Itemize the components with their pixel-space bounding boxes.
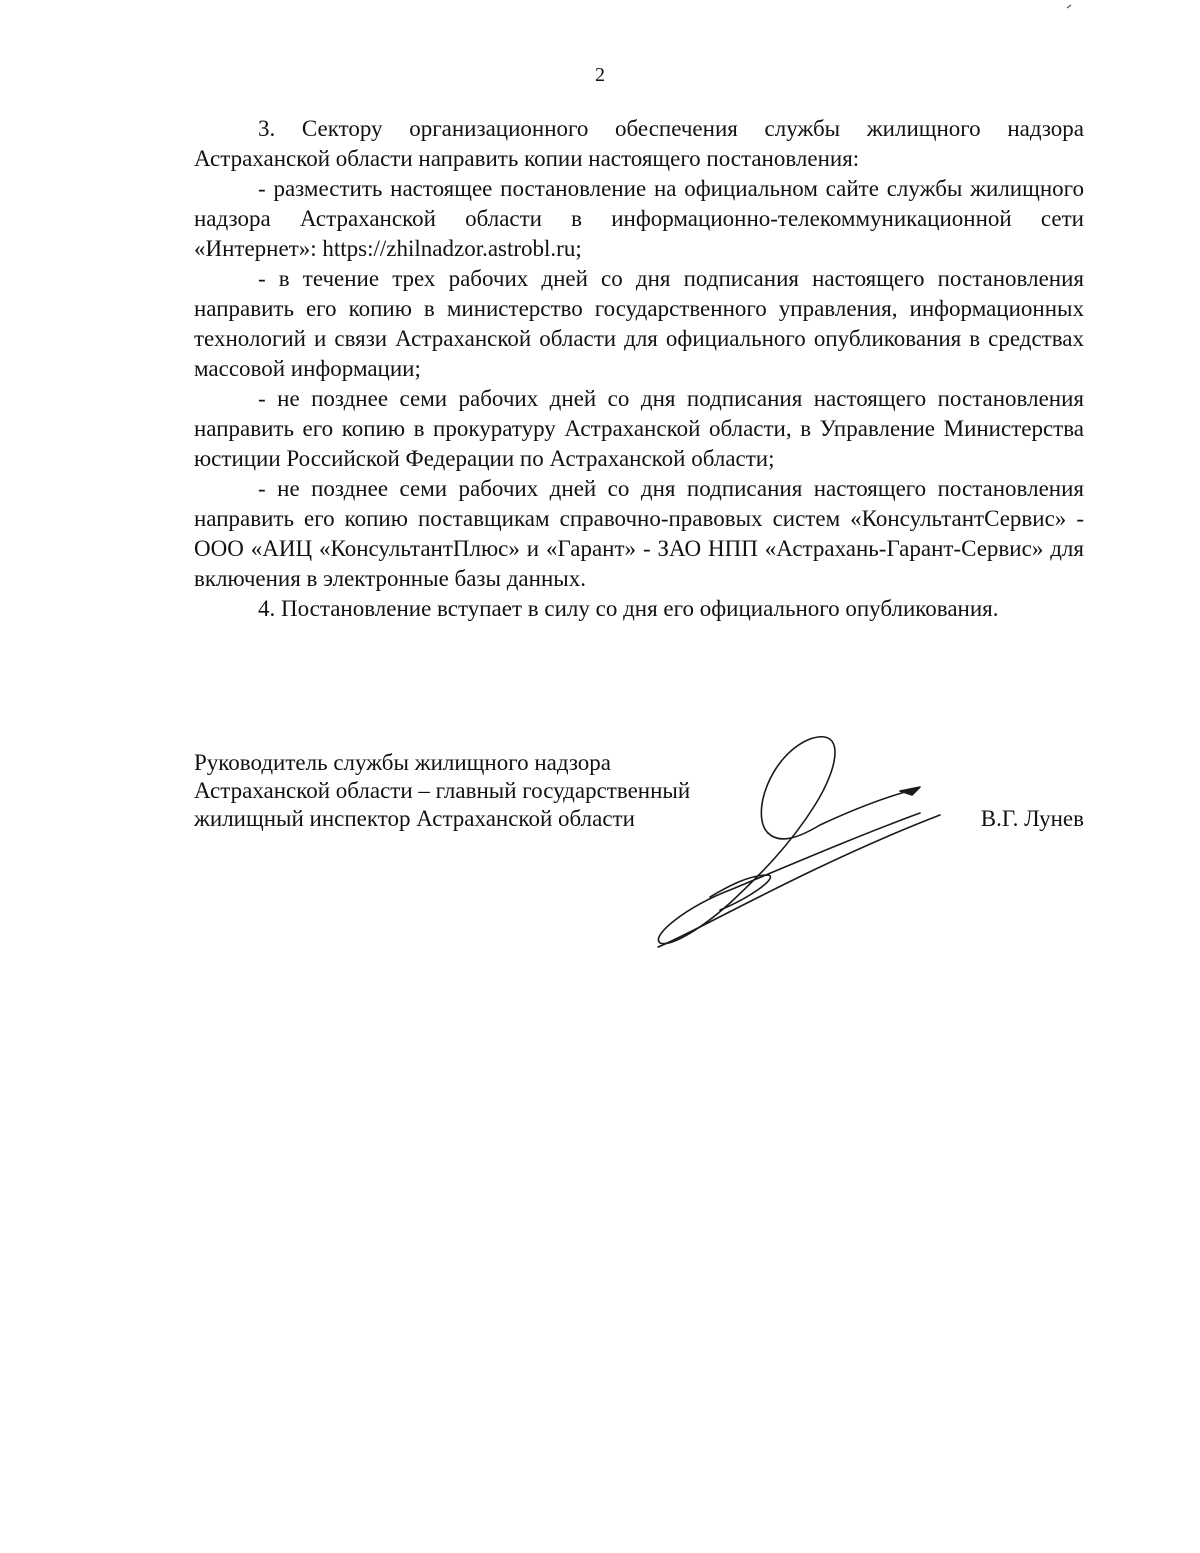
page-number: 2 [595,64,605,86]
paragraph-send-legal-systems: - не позднее семи рабочих дней со дня подписания настоящего постановления направить его копию поставщикам справочно-правовых систем «КонсультантСервис» - ООО «АИЦ «КонсультантПлюс» и «Гарант» - ЗАО НПП «Астрахань-Гарант-Сервис» для включения в электронные базы данных. [194,476,1084,591]
handwritten-signature [650,725,950,955]
signatory-title-line: Астраханской области – главный государственный [194,778,691,803]
paragraph-4: 4. Постановление вступает в силу со дня его официального опубликования. [258,596,999,621]
signatory-title [194,749,690,833]
scan-artifact-mark [1066,4,1072,9]
signatory-title-line: жилищный инспектор Астраханской области [194,806,635,831]
signatory-title-line: Руководитель службы жилищного надзора [194,750,611,775]
document-body [194,114,1084,624]
signatory-name: В.Г. Лунев [980,806,1084,831]
paragraph-publish-website: - разместить настоящее постановление на официальном сайте службы жилищного надзора Астраханской области в информационно-телекоммуникационной сети «Интернет»: https://zhilnadzor.astrobl.ru; [194,176,1084,261]
paragraph-send-prosecutor: - не позднее семи рабочих дней со дня подписания настоящего постановления направить его копию в прокуратуру Астраханской области, в Управление Министерства юстиции Российской Федерации по Астраханской области; [194,386,1084,471]
paragraph-send-ministry: - в течение трех рабочих дней со дня подписания настоящего постановления направить его копию в министерство государственного управления, информационных технологий и связи Астраханской области для официального опубликования в средствах массовой информации; [194,266,1084,381]
paragraph-3: 3. Сектору организационного обеспечения службы жилищного надзора Астраханской области направить копии настоящего постановления: [194,116,1084,171]
